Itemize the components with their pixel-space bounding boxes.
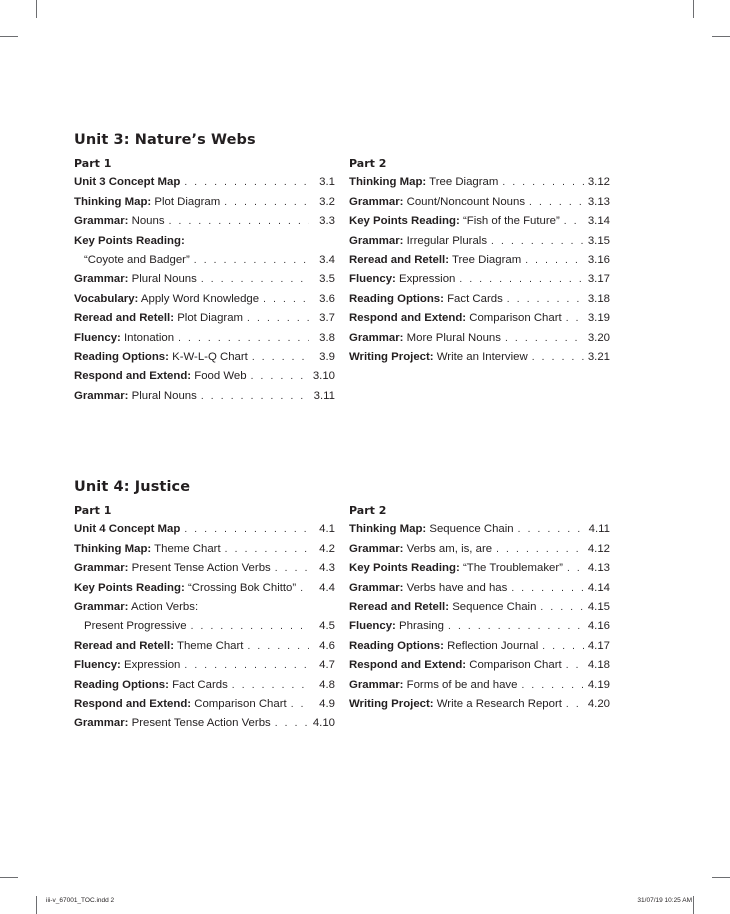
toc-entry-title: “The Troublemaker” (462, 562, 563, 575)
toc-entry-heading: Reading Options: (349, 292, 444, 305)
dot-leader (263, 290, 309, 309)
part-column (74, 501, 335, 734)
toc-page-number: 3.13 (587, 195, 610, 208)
toc-entry-title: Action Verbs: (131, 600, 199, 613)
crop-mark (693, 0, 694, 18)
dot-leader (491, 232, 584, 251)
toc-entry-title: “Coyote and Badger” (84, 253, 190, 266)
toc-list (74, 520, 335, 733)
toc-entry-heading: Reading Options: (74, 350, 169, 363)
toc-entry-heading: Grammar: (349, 542, 404, 555)
toc-entry (349, 251, 610, 270)
toc-entry (349, 232, 610, 251)
toc-entry-label (349, 348, 528, 367)
toc-entry-label (74, 617, 187, 636)
toc-entry (349, 579, 610, 598)
dot-leader (225, 540, 309, 559)
toc-entry-label (74, 676, 228, 695)
toc-entry-title: Nouns (131, 215, 165, 228)
dot-leader (502, 173, 583, 192)
toc-entry-title: Plural Nouns (131, 389, 197, 402)
toc-entry-title: Expression (399, 273, 456, 286)
toc-entry-heading: Grammar: (349, 195, 404, 208)
toc-entry-heading: Fluency: (349, 620, 396, 633)
part-label: Part 2 (349, 157, 387, 170)
toc-entry-label (74, 520, 180, 539)
toc-entry (349, 540, 610, 559)
toc-page-number: 4.4 (319, 581, 335, 594)
toc-page-number: 4.9 (319, 697, 335, 710)
part-label: Part 1 (74, 157, 112, 170)
toc-entry (74, 540, 335, 559)
toc-entry-label (74, 348, 248, 367)
toc-entry-heading: Key Points Reading: (74, 234, 185, 247)
unit-title: Unit 3: Nature’s Webs (74, 132, 256, 148)
toc-entry (74, 193, 335, 212)
toc-entry (349, 637, 610, 656)
toc-page-number: 3.12 (587, 176, 610, 189)
toc-page-number: 3.17 (587, 273, 610, 286)
dot-leader (525, 251, 584, 270)
toc-entry-label (349, 232, 487, 251)
toc-entry-title: Apply Word Knowledge (140, 292, 260, 305)
toc-entry-label (349, 617, 444, 636)
toc-entry-heading: Grammar: (74, 389, 129, 402)
toc-page-number: 4.5 (319, 620, 335, 633)
toc-entry-title: Write an Interview (436, 350, 528, 363)
toc-entry-label (74, 232, 185, 251)
toc-page-number: 4.14 (587, 581, 610, 594)
toc-page-number: 3.1 (319, 176, 335, 189)
toc-entry-title: Reflection Journal (447, 639, 539, 652)
toc-entry-label (74, 212, 165, 231)
toc-entry-label (349, 290, 503, 309)
toc-entry (349, 676, 610, 695)
toc-entry (74, 251, 335, 270)
toc-entry-label (349, 329, 501, 348)
crop-mark (0, 877, 18, 878)
dot-leader (169, 212, 309, 231)
dot-leader (247, 637, 309, 656)
dot-leader (532, 348, 584, 367)
crop-mark (712, 877, 730, 878)
toc-entry-heading: Thinking Map: (74, 542, 152, 555)
toc-entry-title: Plot Diagram (154, 195, 221, 208)
part-column (349, 154, 610, 367)
part-column (349, 501, 610, 714)
toc-entry-label (349, 309, 562, 328)
toc-entry-label (74, 173, 180, 192)
toc-entry-title: “Crossing Bok Chitto” (187, 581, 297, 594)
toc-entry-heading: Reading Options: (349, 639, 444, 652)
dot-leader (300, 579, 309, 598)
toc-page-number: 3.16 (587, 253, 610, 266)
toc-entry (349, 212, 610, 231)
toc-list (349, 173, 610, 367)
toc-entry (74, 173, 335, 192)
toc-page-number: 4.20 (587, 697, 610, 710)
toc-entry (349, 290, 610, 309)
toc-entry-title: Expression (124, 659, 181, 672)
toc-entry-title: Forms of be and have (406, 678, 518, 691)
toc-entry (74, 290, 335, 309)
toc-entry-label (349, 173, 498, 192)
toc-entry-heading: Grammar: (349, 581, 404, 594)
toc-page-number: 3.11 (313, 389, 335, 402)
dot-leader (184, 173, 309, 192)
toc-entry (349, 309, 610, 328)
toc-entry-heading: Vocabulary: (74, 292, 139, 305)
unit-title: Unit 4: Justice (74, 479, 191, 495)
toc-entry (74, 212, 335, 231)
toc-entry-title: “Fish of the Future” (462, 215, 560, 228)
toc-entry (349, 348, 610, 367)
dot-leader (518, 520, 584, 539)
toc-entry-title: More Plural Nouns (406, 331, 501, 344)
toc-entry-heading: Key Points Reading: (349, 215, 460, 228)
toc-entry-heading: Fluency: (74, 659, 121, 672)
toc-entry-title: Theme Chart (176, 639, 244, 652)
dot-leader (507, 290, 584, 309)
dot-leader (251, 367, 309, 386)
toc-page-number: 3.7 (319, 312, 335, 325)
toc-page-number: 3.8 (319, 331, 335, 344)
dot-leader (567, 559, 584, 578)
toc-entry-heading: Respond and Extend: (74, 370, 192, 383)
dot-leader (566, 309, 584, 328)
toc-entry-label (74, 290, 259, 309)
toc-entry-heading: Reading Options: (74, 678, 169, 691)
toc-entry (74, 329, 335, 348)
dot-leader (291, 695, 309, 714)
toc-page-number: 4.7 (319, 659, 335, 672)
toc-entry-label (74, 695, 287, 714)
dot-leader (184, 656, 309, 675)
toc-entry (349, 598, 610, 617)
toc-entry-title: Count/Noncount Nouns (406, 195, 526, 208)
toc-page-number: 4.10 (312, 717, 335, 730)
toc-entry-title: Present Tense Action Verbs (131, 717, 271, 730)
toc-entry (74, 232, 335, 251)
toc-entry-label (74, 309, 243, 328)
dot-leader (184, 520, 309, 539)
dot-leader (275, 714, 309, 733)
toc-entry-heading: Thinking Map: (349, 523, 427, 536)
dot-leader (201, 387, 309, 406)
toc-entry-title: Comparison Chart (469, 659, 562, 672)
toc-page-number: 4.12 (587, 542, 610, 555)
toc-entry-label (349, 579, 507, 598)
toc-entry-label (349, 676, 517, 695)
toc-entry (349, 617, 610, 636)
toc-entry-label (349, 656, 562, 675)
dot-leader (566, 656, 584, 675)
toc-page-number: 3.15 (587, 234, 610, 247)
toc-entry (349, 270, 610, 289)
toc-entry (74, 617, 335, 636)
dot-leader (448, 617, 584, 636)
toc-entry-label (349, 193, 525, 212)
dot-leader (459, 270, 583, 289)
toc-entry-title: Write a Research Report (436, 697, 562, 710)
toc-entry-heading: Respond and Extend: (349, 659, 467, 672)
toc-entry-label (74, 367, 247, 386)
toc-entry-heading: Key Points Reading: (74, 581, 185, 594)
toc-entry-heading: Writing Project: (349, 697, 434, 710)
toc-entry-title: Comparison Chart (469, 312, 562, 325)
toc-entry-label (74, 714, 271, 733)
dot-leader (540, 598, 583, 617)
toc-page-number: 4.2 (319, 542, 335, 555)
toc-page-number: 4.17 (587, 639, 610, 652)
toc-entry-label (74, 656, 180, 675)
toc-list (74, 173, 335, 406)
toc-entry-title: Present Tense Action Verbs (131, 562, 271, 575)
crop-mark (36, 0, 37, 18)
dot-leader (224, 193, 309, 212)
toc-entry (74, 676, 335, 695)
toc-entry-label (74, 598, 198, 617)
toc-entry-heading: Unit 4 Concept Map (74, 523, 181, 536)
dot-leader (521, 676, 583, 695)
toc-page-number: 3.21 (587, 350, 610, 363)
toc-entry-label (74, 559, 271, 578)
toc-page-number: 3.6 (319, 292, 335, 305)
part-column (74, 154, 335, 406)
toc-entry-title: Present Progressive (84, 620, 187, 633)
toc-entry-label (349, 270, 455, 289)
toc-entry (349, 520, 610, 539)
toc-page-number: 4.16 (587, 620, 610, 633)
toc-entry-title: Comparison Chart (194, 697, 287, 710)
toc-list (349, 520, 610, 714)
toc-entry-label (349, 695, 562, 714)
toc-entry-heading: Grammar: (349, 678, 404, 691)
toc-entry-heading: Grammar: (74, 562, 129, 575)
toc-entry-heading: Fluency: (74, 331, 121, 344)
toc-entry-label (349, 540, 492, 559)
toc-entry (74, 309, 335, 328)
toc-entry-title: Tree Diagram (451, 253, 522, 266)
toc-entry-heading: Reread and Retell: (349, 600, 450, 613)
dot-leader (252, 348, 309, 367)
toc-entry-label (74, 387, 197, 406)
toc-entry-heading: Unit 3 Concept Map (74, 176, 181, 189)
toc-page-number: 4.18 (587, 659, 610, 672)
toc-entry-title: Verbs am, is, are (406, 542, 493, 555)
toc-entry (349, 695, 610, 714)
toc-entry-label (74, 270, 197, 289)
toc-entry-label (74, 637, 243, 656)
toc-page-number: 3.9 (319, 350, 335, 363)
toc-entry-heading: Key Points Reading: (349, 562, 460, 575)
toc-entry (349, 193, 610, 212)
toc-entry (74, 714, 335, 733)
toc-entry (74, 520, 335, 539)
toc-entry-heading: Grammar: (74, 600, 129, 613)
toc-entry-title: Fact Cards (172, 678, 228, 691)
toc-page-number: 4.6 (319, 639, 335, 652)
toc-entry-label (74, 579, 296, 598)
toc-entry-label (349, 637, 538, 656)
toc-entry (349, 329, 610, 348)
toc-entry (74, 579, 335, 598)
toc-entry-title: Irregular Plurals (406, 234, 488, 247)
dot-leader (505, 329, 584, 348)
dot-leader (566, 695, 584, 714)
toc-entry-heading: Writing Project: (349, 350, 434, 363)
footer-timestamp: 31/07/19 10:25 AM (637, 897, 692, 904)
dot-leader (191, 617, 309, 636)
toc-entry-heading: Grammar: (349, 331, 404, 344)
toc-page-number: 4.19 (587, 678, 610, 691)
dot-leader (511, 579, 584, 598)
part-label: Part 2 (349, 504, 387, 517)
toc-page-number: 3.14 (587, 215, 610, 228)
toc-entry-title: Tree Diagram (429, 176, 499, 189)
toc-entry-heading: Reread and Retell: (74, 639, 175, 652)
dot-leader (529, 193, 584, 212)
dot-leader (232, 676, 309, 695)
toc-page-number: 3.4 (319, 253, 335, 266)
toc-entry-heading: Fluency: (349, 273, 396, 286)
toc-entry-heading: Grammar: (74, 273, 129, 286)
toc-entry-label (349, 251, 521, 270)
toc-entry-heading: Grammar: (74, 717, 129, 730)
toc-entry (349, 173, 610, 192)
dot-leader (496, 540, 584, 559)
toc-entry (74, 270, 335, 289)
toc-entry-heading: Reread and Retell: (74, 312, 175, 325)
toc-page-number: 3.5 (319, 273, 335, 286)
toc-page-number: 4.13 (587, 562, 610, 575)
crop-mark (0, 36, 18, 37)
toc-entry-heading: Respond and Extend: (74, 697, 192, 710)
dot-leader (247, 309, 309, 328)
crop-mark (712, 36, 730, 37)
toc-entry-title: Intonation (124, 331, 175, 344)
toc-page-number: 3.18 (587, 292, 610, 305)
unit-section (74, 479, 674, 730)
toc-entry (74, 559, 335, 578)
toc-entry (74, 348, 335, 367)
toc-entry-label (349, 559, 563, 578)
toc-entry-title: Fact Cards (447, 292, 503, 305)
unit-section (74, 132, 674, 402)
toc-entry-heading: Thinking Map: (349, 176, 427, 189)
footer-file-slug: iii-v_67001_TOC.indd 2 (46, 897, 115, 904)
toc-entry-label (349, 520, 514, 539)
toc-entry-title: Phrasing (399, 620, 444, 633)
toc-entry-title: Theme Chart (154, 542, 221, 555)
toc-entry-title: Sequence Chain (452, 600, 537, 613)
toc-entry (74, 598, 335, 617)
toc-page-number: 4.8 (319, 678, 335, 691)
toc-entry (74, 637, 335, 656)
toc-entry-label (74, 251, 190, 270)
toc-entry-label (349, 212, 560, 231)
toc-entry (74, 656, 335, 675)
toc-page-number: 4.15 (587, 600, 610, 613)
crop-mark (36, 896, 37, 914)
toc-page-number: 4.1 (319, 523, 335, 536)
toc-entry (349, 559, 610, 578)
toc-page-number: 4.3 (319, 562, 335, 575)
toc-page-number: 3.3 (319, 215, 335, 228)
toc-entry-title: Food Web (194, 370, 247, 383)
toc-entry-title: Verbs have and has (406, 581, 508, 594)
toc-entry-title: Sequence Chain (429, 523, 514, 536)
dot-leader (201, 270, 309, 289)
toc-entry-title: Plural Nouns (131, 273, 197, 286)
dot-leader (178, 329, 309, 348)
toc-entry (349, 656, 610, 675)
toc-entry-title: K-W-L-Q Chart (172, 350, 248, 363)
toc-entry (74, 695, 335, 714)
dot-leader (542, 637, 584, 656)
toc-entry-heading: Reread and Retell: (349, 253, 450, 266)
toc-entry-heading: Grammar: (74, 215, 129, 228)
toc-entry-label (74, 193, 220, 212)
dot-leader (194, 251, 309, 270)
dot-leader (564, 212, 584, 231)
toc-entry-label (74, 540, 221, 559)
dot-leader (275, 559, 309, 578)
toc-entry-label (349, 598, 536, 617)
toc-entry-heading: Thinking Map: (74, 195, 152, 208)
toc-entry (74, 367, 335, 386)
toc-entry (74, 387, 335, 406)
toc-page-number: 4.11 (588, 523, 610, 536)
toc-page-number: 3.20 (587, 331, 610, 344)
toc-entry-label (74, 329, 174, 348)
toc-page-number: 3.2 (319, 195, 335, 208)
toc-page-number: 3.19 (587, 312, 610, 325)
toc-entry-heading: Respond and Extend: (349, 312, 467, 325)
part-label: Part 1 (74, 504, 112, 517)
toc-page-number: 3.10 (312, 370, 335, 383)
toc-entry-title: Plot Diagram (177, 312, 244, 325)
toc-entry-heading: Grammar: (349, 234, 404, 247)
crop-mark (693, 896, 694, 914)
